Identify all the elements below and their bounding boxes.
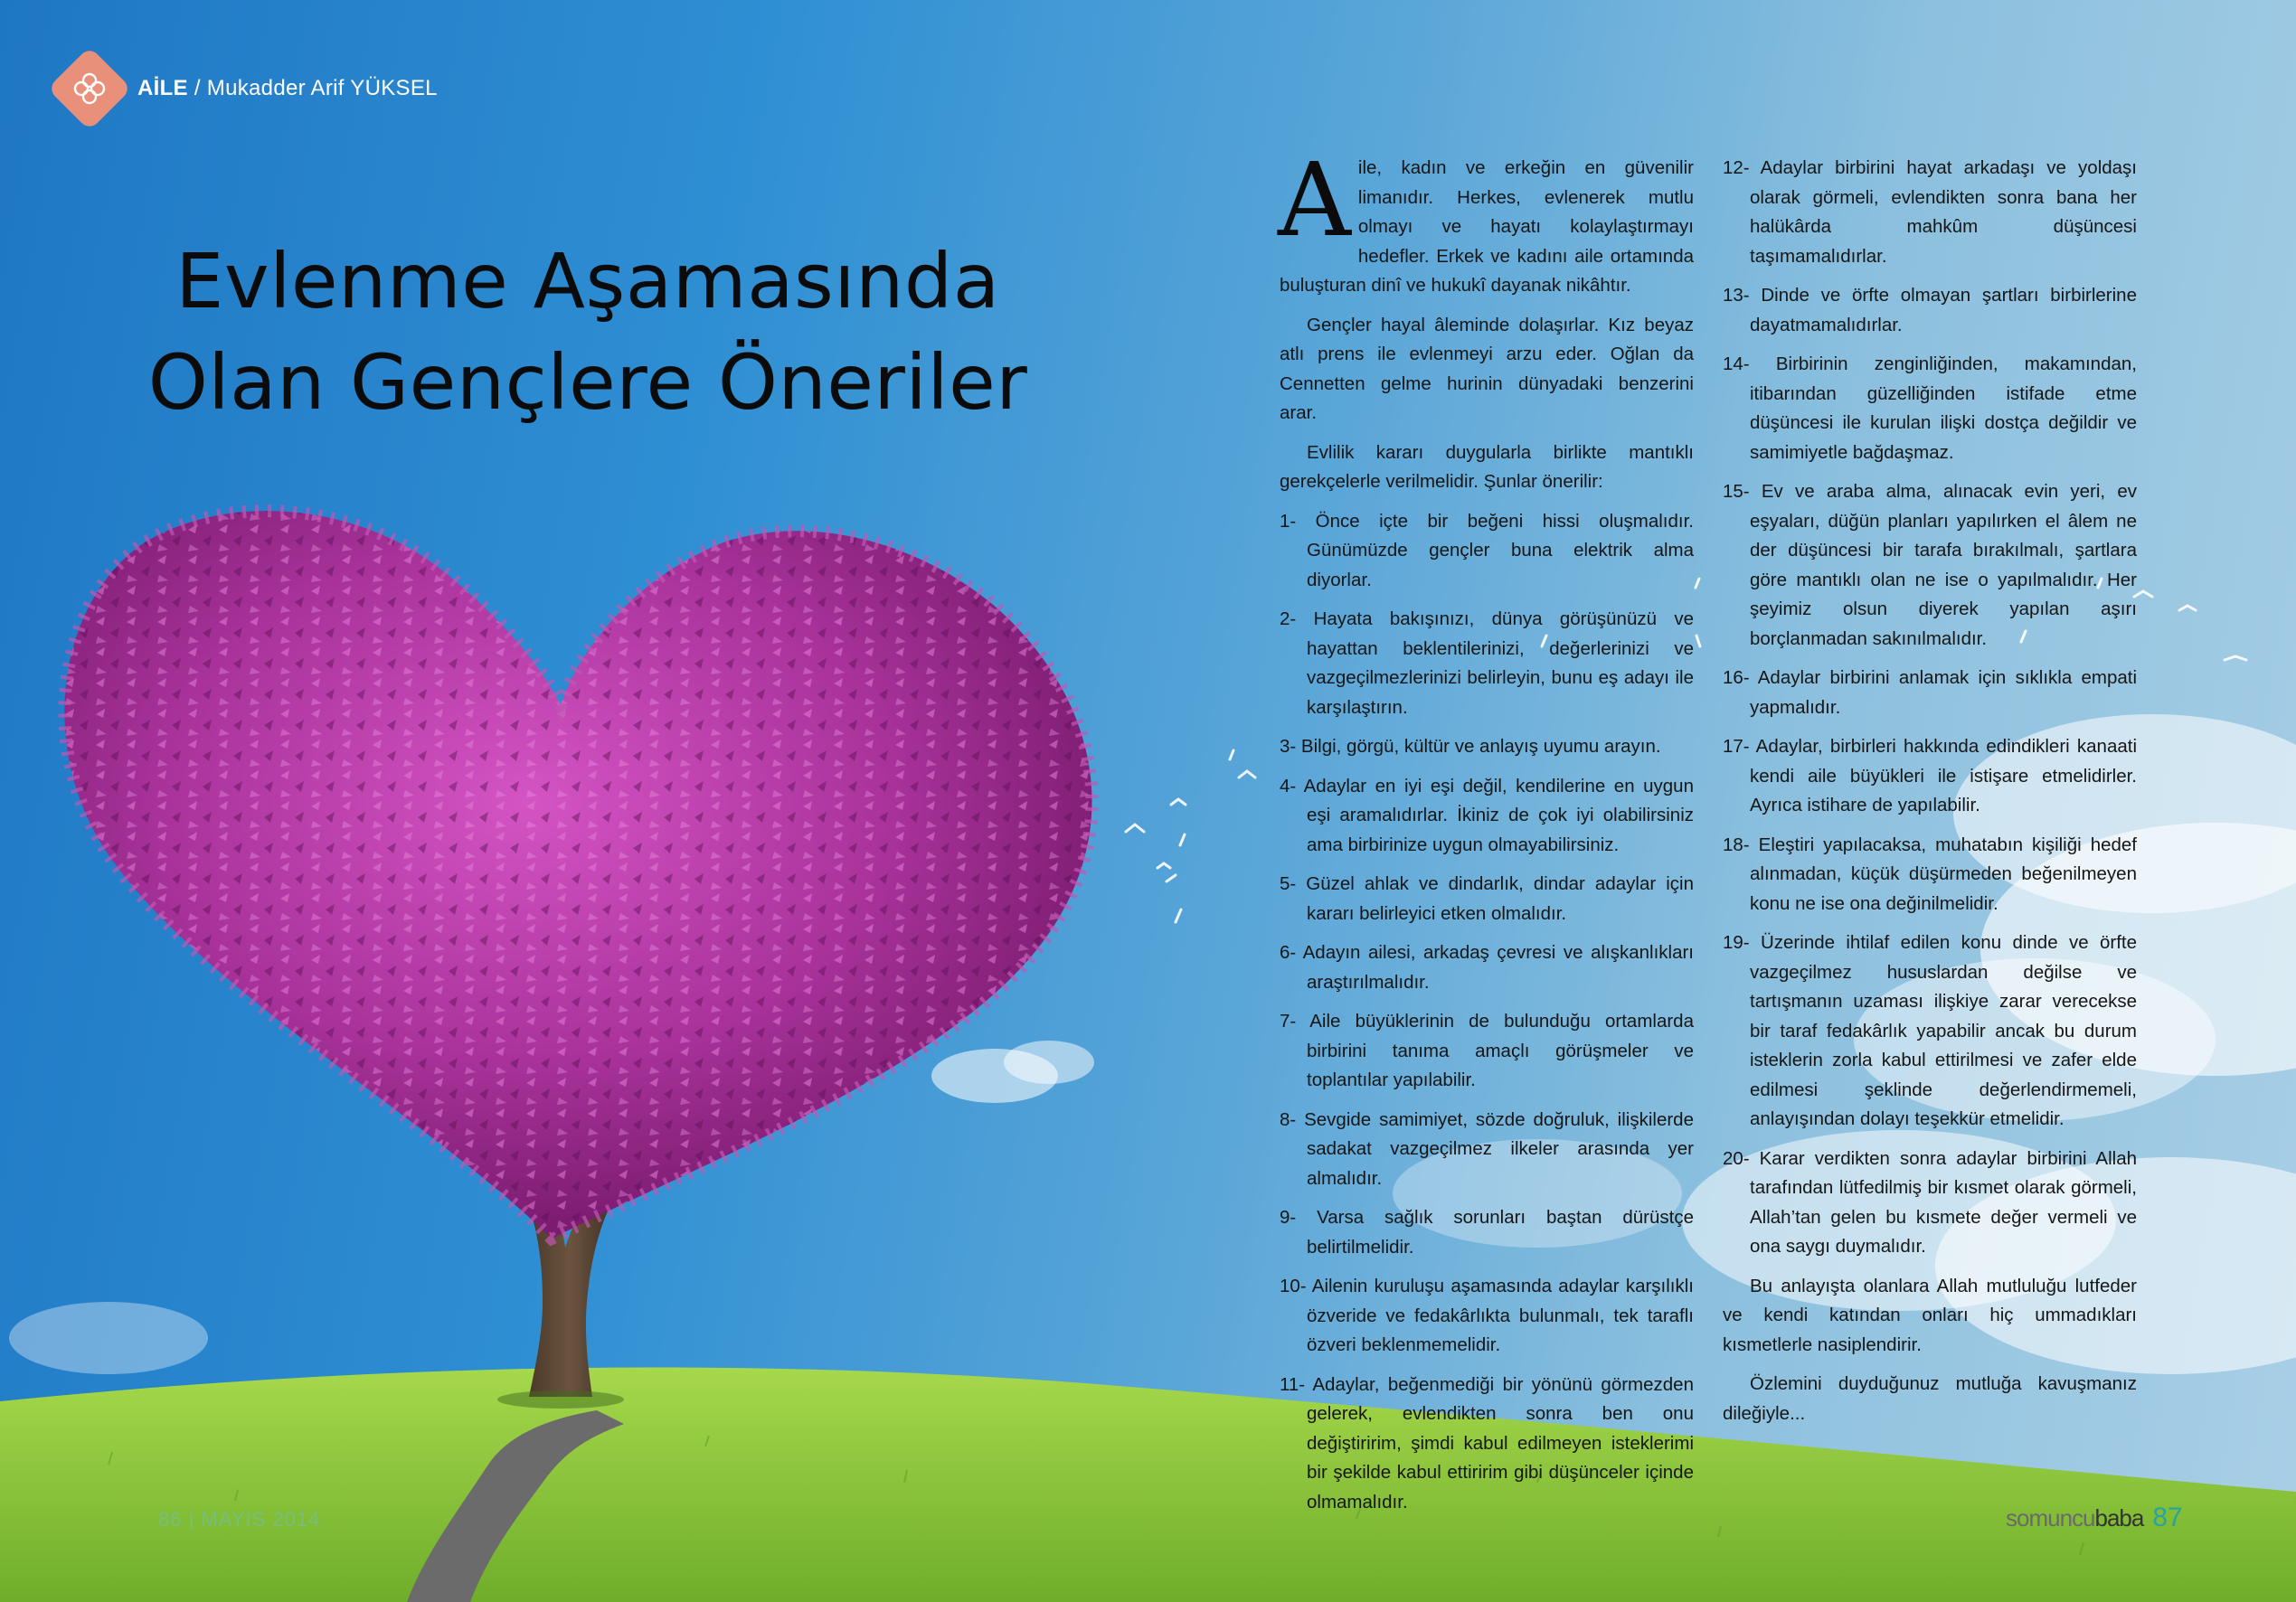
list-item: 12- Adaylar birbirini hayat arkadaşı ve yoldaşı olarak görmeli, evlendikten sonra bana her halükârda mahkûm düşüncesi taşımamalıdırlar. — [1723, 157, 2137, 267]
section-header — [60, 58, 438, 119]
list-item: 20- Karar verdikten sonra adaylar birbirini Allah tarafından lütfedilmiş bir kısmet olarak görmeli, Allah’tan gelen bu kısmete değer vermeli ve ona saygı duymalıdır. — [1723, 1147, 2137, 1257]
left-page-folio: 86 | MAYIS 2014 — [158, 1508, 321, 1531]
list-item: 4- Adaylar en iyi eşi değil, kendilerine en uygun eşi aramalıdırlar. İkiniz de çok iyi olabilirsiniz ama birbirinize uygun olmayabilirsiniz. — [1280, 775, 1694, 855]
body-paragraph: Evlilik kararı duygularla birlikte mantıklı gerekçelerle verilmelidir. Şunlar önerilir: — [1280, 441, 1694, 492]
closing-paragraph: Bu anlayışta olanlara Allah mutluluğu lutfeder ve kendi katından onları hiç ummadıkları kısmetlerle nasiplendirir. — [1723, 1275, 2137, 1355]
list-item: 18- Eleştiri yapılacaksa, muhatabın kişiliği hedef alınmadan, küçük düşürmeden beğenilmeyen konu ne ise ona değinilmelidir. — [1723, 834, 2137, 914]
body-paragraph: Gençler hayal âleminde dolaşırlar. Kız beyaz atlı prens ile evlenmeyi arzu eder. Oğlan da Cennetten gelme hurinin dünyadaki benzerini arar. — [1280, 314, 1694, 423]
text-column-left — [1278, 142, 1694, 1527]
list-item: 13- Dinde ve örfte olmayan şartları birbirlerine dayatmamalıdırlar. — [1723, 285, 2137, 335]
right-page-folio — [2006, 1503, 2183, 1533]
logo-badge — [47, 46, 131, 130]
author-name: Mukadder Arif YÜKSEL — [206, 76, 438, 100]
list-item: 1- Önce içte bir beğeni hissi oluşmalıdır. Günümüzde gençler buna elektrik alma diyorlar. — [1280, 510, 1694, 590]
closing-paragraph: Özlemini duyduğunuz mutluğa kavuşmanız dileğiyle... — [1723, 1373, 2137, 1424]
text-column-right — [1723, 154, 2137, 1438]
drop-cap: A — [1278, 142, 1351, 259]
title-line-1: Evlenme Aşamasında — [175, 237, 1000, 325]
list-item: 2- Hayata bakışınızı, dünya görüşünüzü ve hayattan beklentilerinizi, değerlerinizi ve vazgeçilmezlerinizi belirleyin, bunu eş adayı ile karşılaştırın. — [1280, 608, 1694, 718]
magazine-brand: somuncubaba — [2006, 1504, 2144, 1531]
title-line-2: Olan Gençlere Öneriler — [147, 338, 1028, 427]
header-separator: / — [187, 76, 207, 100]
list-item: 11- Adaylar, beğenmediği bir yönünü görmezden gelerek, evlendikten sonra ben onu değiştiririm, şimdi kabul edilmeyen isteklerimi bir şekilde kabul ettiririm gibi düşünceler içinde olmamalıdır. — [1280, 1373, 1694, 1512]
list-item: 9- Varsa sağlık sorunları baştan dürüstçe belirtilmelidir. — [1280, 1207, 1694, 1258]
rosette-icon — [71, 71, 108, 107]
list-item: 7- Aile büyüklerinin de bulunduğu ortamlarda birbirini tanıma amaçlı görüşmeler ve toplantılar yapılabilir. — [1280, 1011, 1694, 1090]
header-text — [137, 76, 438, 101]
list-item: 5- Güzel ahlak ve dindarlık, dindar adaylar için kararı belirleyici etken olmalıdır. — [1280, 873, 1694, 924]
list-item: 16- Adaylar birbirini anlamak için sıklıkla empati yapmalıdır. — [1723, 667, 2137, 718]
list-item: 15- Ev ve araba alma, alınacak evin yeri, ev eşyaları, düğün planları yapılırken el âlem ne der düşüncesi bir tarafa bırakılmalı, şartlara göre mantıklı olan ne ise o yapılmalıdır. Her şeyimiz olsun diyerek yapılan aşırı borçlanmadan sakınılmalıdır. — [1723, 481, 2137, 649]
list-item: 6- Adayın ailesi, arkadaş çevresi ve alışkanlıkları araştırılmalıdır. — [1280, 942, 1694, 993]
section-name: AİLE — [137, 76, 188, 100]
list-item: 14- Birbirinin zenginliğinden, makamından, itibarından güzelliğinden istifade etme düşüncesi ile kurulan ilişki dostça değildir ve samimiyetle bağdaşmaz. — [1723, 353, 2137, 463]
intro-paragraph: Aile, kadın ve erkeğin en güvenilir limanıdır. Herkes, evlenerek mutlu olmayı ve hayatı kolaylaştırmayı hedefler. Erkek ve kadını aile ortamında buluşturan dinî ve hukukî dayanak nikâhtır. — [1278, 142, 1694, 296]
list-item: 3- Bilgi, görgü, kültür ve anlayış uyumu arayın. — [1280, 736, 1661, 757]
list-item: 19- Üzerinde ihtilaf edilen konu dinde ve örfte vazgeçilmez hususlardan değilse ve tartışmanın uzaması ilişkiye zarar verecekse bir taraf fedakârlık yapabilir ancak bu durum isteklerin zorla kabul ettirilmesi ve zafer elde edilmesi şeklinde değerlendirmemeli, anlayışından dolayı teşekkür etmelidir. — [1723, 932, 2137, 1129]
article-title — [118, 231, 1058, 433]
page-number: 87 — [2152, 1503, 2183, 1532]
list-item: 8- Sevgide samimiyet, sözde doğruluk, ilişkilerde sadakat vazgeçilmez ilkeler arasında yer almalıdır. — [1280, 1108, 1694, 1189]
list-item: 10- Ailenin kuruluşu aşamasında adaylar karşılıklı özveride ve fedakârlıkta bulunmalı, tek taraflı özveri beklenmemelidir. — [1280, 1276, 1694, 1355]
list-item: 17- Adaylar, birbirleri hakkında edindikleri kanaati kendi aile büyükleri ile istişare etmelidirler. Ayrıca istihare de yapılabilir. — [1723, 736, 2137, 815]
